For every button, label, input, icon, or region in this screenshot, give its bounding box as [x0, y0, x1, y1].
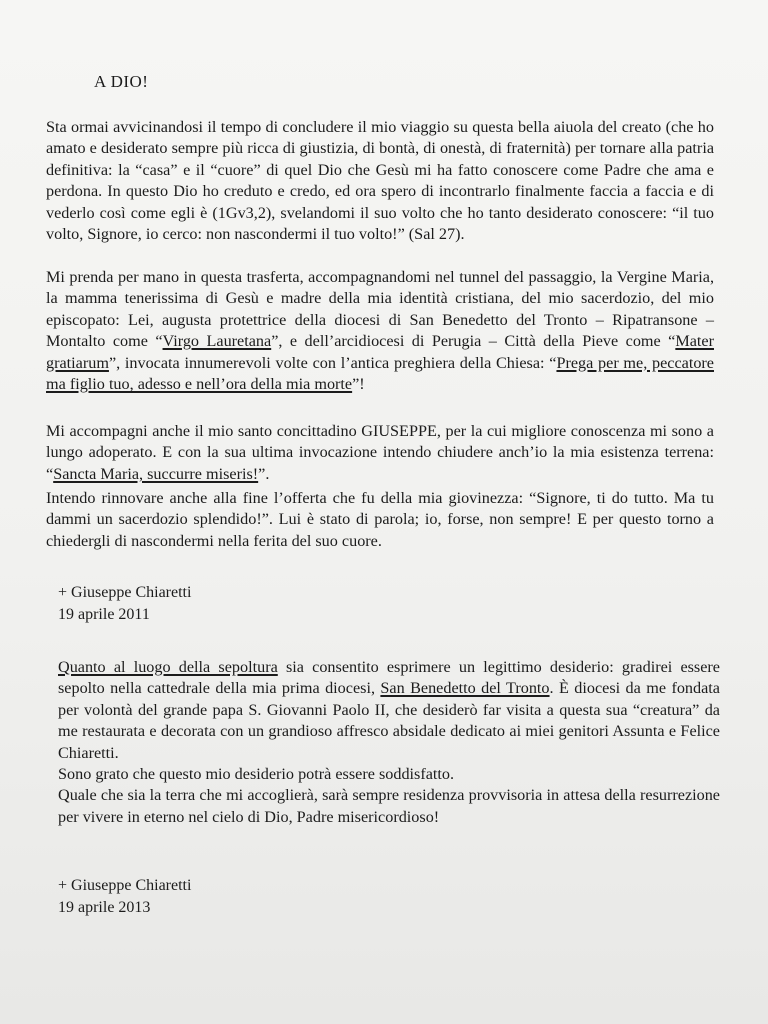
burial-text [58, 658, 720, 762]
paragraph-burial [58, 657, 720, 828]
underlined-prayer: Prega per me, peccatore ma figlio tuo, adesso e nell’ora della mia morte [46, 353, 714, 394]
letter-title: A DIO! [94, 72, 149, 91]
text-span: Mi accompagni anche il mio santo concittadino GIUSEPPE, per la cui migliore conoscenza mi sono a lungo adoperato. E con la sua ultima invocazione intendo chiudere anch’io la mia esistenza terrena: “ [46, 422, 714, 483]
signature-block-2011 [58, 582, 191, 625]
underlined-virgo-lauretana: Virgo Lauretana [162, 332, 272, 351]
signature-date: 19 aprile 2013 [58, 898, 151, 916]
text-span: Mi prenda per mano in questa trasferta, accompagnandomi nel tunnel del passaggio, la Vergine Maria, la mamma tenerissima di Gesù e madre della mia identità cristiana, del mio sacerdozio, del mio episcopato: Lei, augusta protettrice della diocesi di San Benedetto del Tronto – Ripatransone – Montalto come “ [46, 268, 714, 351]
signature-name: + Giuseppe Chiaretti [58, 877, 192, 894]
text-line-resurrection: Quale che sia la terra che mi accoglierà, sarà sempre residenza provvisoria in attesa della resurrezione per vivere in eterno nel cielo di Dio, Padre misericordioso! [58, 786, 720, 826]
paragraph-giuseppe [46, 421, 714, 485]
text-span: ”, invocata innumerevoli volte con l’antica preghiera della Chiesa: “ [108, 353, 557, 372]
signature-block-2013 [58, 875, 191, 918]
text-span: sia consentito esprimere un legittimo desiderio: gradirei essere sepolto nella cattedrale della mia prima diocesi, [58, 658, 720, 698]
underlined-sancta-maria: Sancta Maria, succurre miseris! [53, 464, 259, 483]
text-span: ”, e dell’arcidiocesi di Perugia – Città della Pieve come “ [271, 332, 676, 351]
underlined-burial-place: Quanto al luogo della sepoltura [58, 658, 278, 676]
paragraph-farewell: Sta ormai avvicinandosi il tempo di concludere il mio viaggio su questa bella aiuola del creato (che ho amato e desiderato sempre più ricca di giustizia, di bontà, di onestà, di fraternità) per tornare alla patria definitiva: la “casa” e il “cuore” di quel Dio che Gesù mi ha fatto conoscere come Padre che ama e perdona. In questo Dio ho creduto e credo, ed ora spero di incontrarlo finalmente faccia a faccia e di vederlo così come egli è (1Gv3,2), svelandomi il suo volto che ho tanto desiderato conoscere: “il tuo volto, Signore, io cerco: non nascondermi il tuo volto!” (Sal 27). [46, 118, 714, 244]
text-span: . È diocesi da me fondata per volontà del grande papa S. Giovanni Paolo II, che desiderò far visita a questa sua “creatura” da me restaurata e decorata con un grandioso affresco absidale dedicato ai miei genitori Assunta e Felice Chiaretti. [58, 679, 720, 762]
text-line-grateful: Sono grato che questo mio desiderio potrà essere soddisfatto. [58, 765, 455, 784]
text-span: ”! [352, 375, 365, 394]
underlined-san-benedetto: San Benedetto del Tronto [380, 679, 550, 698]
underlined-mater-gratiarum: Mater gratiarum [46, 332, 714, 372]
signature-date: 19 aprile 2011 [58, 605, 150, 623]
paragraph-offering: Intendo rinnovare anche alla fine l’offerta che fu della mia giovinezza: “Signore, ti do tutto. Ma tu dammi un sacerdozio splendido!”. Lui è stato di parola; io, forse, non sempre! E per questo torno a chiedergli di nascondermi nella ferita del suo cuore. [46, 489, 714, 550]
text-span: ”. [258, 464, 270, 483]
paragraph-virgin-mary [46, 267, 714, 395]
signature-name: + Giuseppe Chiaretti [58, 584, 192, 601]
